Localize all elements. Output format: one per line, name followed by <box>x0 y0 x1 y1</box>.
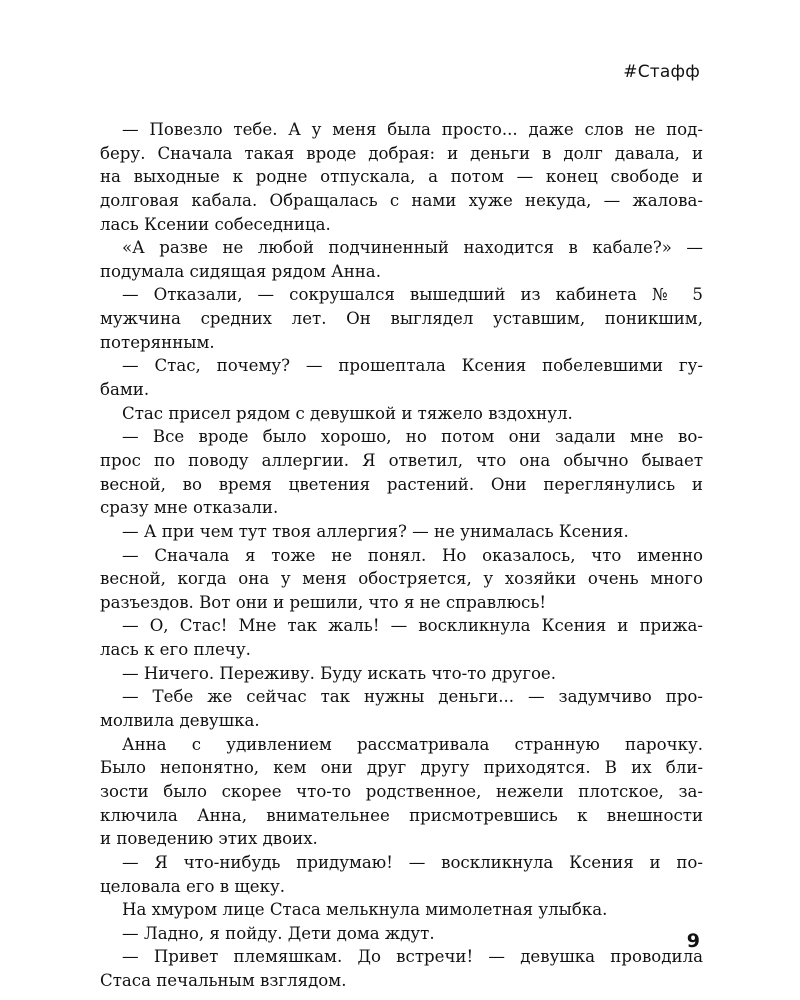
text-line: разъездов. Вот они и решили, что я не справлюсь! <box>100 592 547 612</box>
text-line: — Я что-нибудь придумаю! — воскликнула Ксения и по- <box>122 852 703 872</box>
text-line: лась Ксении собеседница. <box>100 214 331 234</box>
text-line: — Все вроде было хорошо, но потом они задали мне во- <box>122 427 703 447</box>
text-line: весной, когда она у меня обостряется, у хозяйки очень много <box>100 569 703 589</box>
text-line: молвила девушка. <box>100 711 260 731</box>
text-line: долговая кабала. Обращалась с нами хуже некуда, — жалова- <box>100 190 703 210</box>
text-line: — А при чем тут твоя аллергия? — не унималась Ксения. <box>122 521 629 541</box>
text-line: — Сначала я тоже не понял. Но оказалось, что именно <box>122 545 703 565</box>
text-line: Анна с удивлением рассматривала странную парочку. <box>122 734 703 754</box>
text-line: зости было скорее что-то родственное, нежели плотское, за- <box>100 781 703 801</box>
text-line: — О, Стас! Мне так жаль! — воскликнула Ксения и прижа- <box>122 616 703 636</box>
text-line: ключила Анна, внимательнее присмотревшись к внешности <box>100 805 703 825</box>
text-line: Стас присел рядом с девушкой и тяжело вздохнул. <box>122 403 573 423</box>
text-line: — Стас, почему? — прошептала Ксения побелевшими гу- <box>122 356 703 376</box>
text-line: Было непонятно, кем они друг другу приходятся. В их бли- <box>100 758 703 778</box>
text-line: подумала сидящая рядом Анна. <box>100 261 381 281</box>
text-line: — Ладно, я пойду. Дети дома ждут. <box>122 923 435 943</box>
text-line: целовала его в щеку. <box>100 876 286 896</box>
text-line: прос по поводу аллергии. Я ответил, что она обычно бывает <box>100 450 703 470</box>
text-line: лась к его плечу. <box>100 640 251 660</box>
text-line: мужчина средних лет. Он выглядел уставшим, поникшим, <box>100 309 703 329</box>
page-number: 9 <box>686 930 700 952</box>
text-line: потерянным. <box>100 332 215 352</box>
text-line: и поведению этих двоих. <box>100 829 318 849</box>
text-line: весной, во время цветения растений. Они переглянулись и <box>100 474 703 494</box>
text-line: На хмуром лице Стаса мелькнула мимолетная улыбка. <box>122 900 608 920</box>
text-line: Стаса печальным взглядом. <box>100 971 347 991</box>
text-line: беру. Сначала такая вроде добрая: и деньги в долг давала, и <box>100 143 703 163</box>
text-line: на выходные к родне отпускала, а потом — конец свободе и <box>100 167 703 187</box>
text-line: — Повезло тебе. А у меня была просто... даже слов не под- <box>122 120 703 139</box>
text-line: — Тебе же сейчас так нужны деньги... — задумчиво про- <box>122 687 703 707</box>
text-line: — Привет племяшкам. До встречи! — девушка проводила <box>122 947 703 967</box>
text-line: «А разве не любой подчиненный находится в кабале?» — <box>122 238 703 258</box>
body-text <box>100 118 703 993</box>
text-line: — Отказали, — сокрушался вышедший из кабинета № 5 <box>122 285 703 305</box>
text-line: сразу мне отказали. <box>100 498 279 518</box>
text-line: бами. <box>100 380 150 400</box>
running-header-title: #Стафф <box>623 62 700 82</box>
text-line: — Ничего. Переживу. Буду искать что-то другое. <box>122 663 557 683</box>
